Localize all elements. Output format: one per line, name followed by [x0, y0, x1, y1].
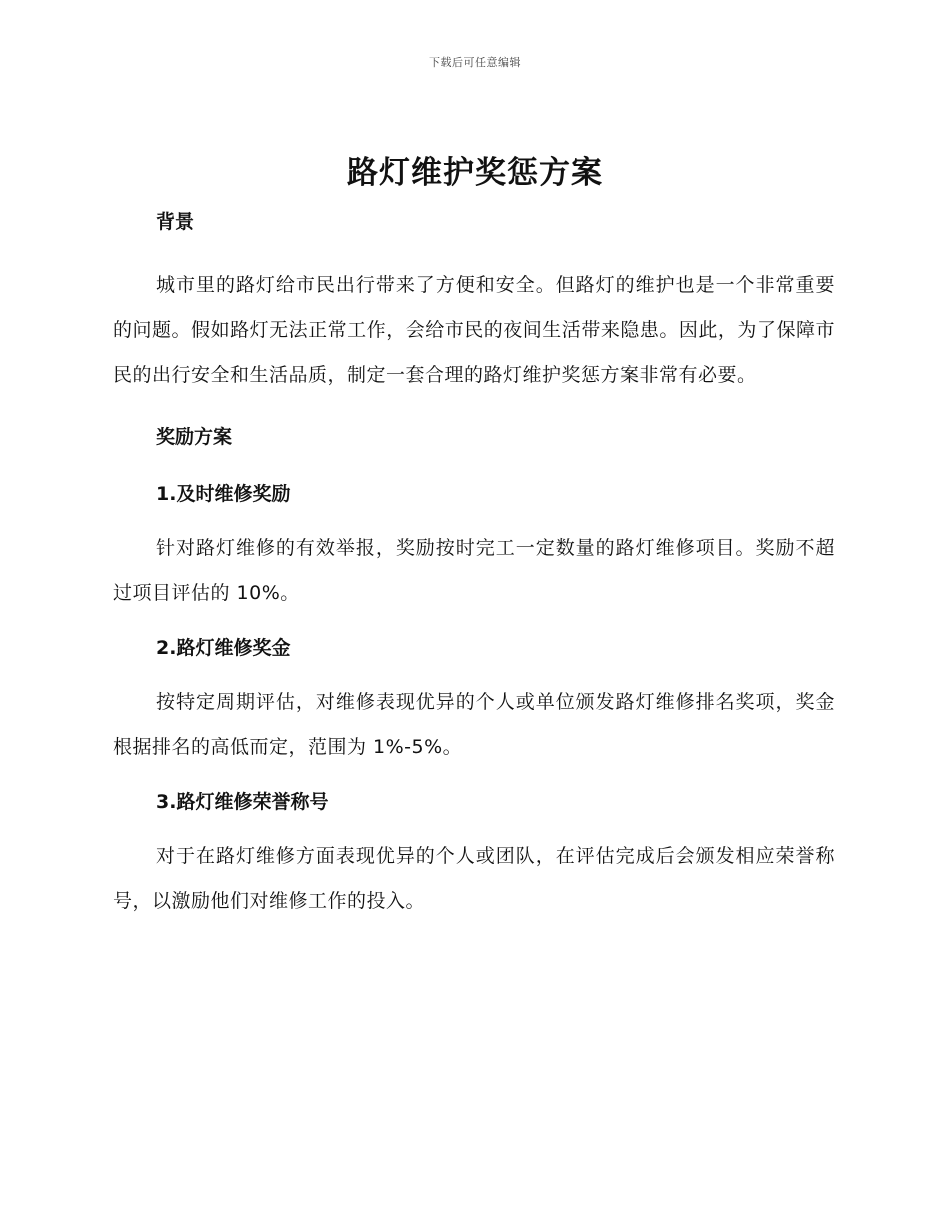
- document-body: [113, 204, 835, 924]
- section-heading-background: 背景: [156, 211, 195, 233]
- item-heading-repair-bonus: 2.路灯维修奖金: [156, 637, 291, 659]
- header-note: 下载后可任意编辑: [429, 56, 521, 69]
- item-heading-honorary-title: 3.路灯维修荣誉称号: [156, 791, 329, 813]
- section-heading-reward: 奖励方案: [156, 426, 233, 448]
- document-title: 路灯维护奖惩方案: [347, 155, 603, 191]
- paragraph-honorary-title: 对于在路灯维修方面表现优异的个人或团队，在评估完成后会颁发相应荣誉称号，以激励他们对维修工作的投入。: [113, 845, 835, 912]
- paragraph-timely-repair: 针对路灯维修的有效举报，奖励按时完工一定数量的路灯维修项目。奖励不超过项目评估的 10%。: [113, 537, 835, 604]
- paragraph-repair-bonus: 按特定周期评估，对维修表现优异的个人或单位颁发路灯维修排名奖项，奖金根据排名的高低而定，范围为 1%-5%。: [113, 691, 835, 758]
- paragraph-background: 城市里的路灯给市民出行带来了方便和安全。但路灯的维护也是一个非常重要的问题。假如路灯无法正常工作，会给市民的夜间生活带来隐患。因此，为了保障市民的出行安全和生活品质，制定一套合理的路灯维护奖惩方案非常有必要。: [113, 274, 835, 386]
- item-heading-timely-repair: 1.及时维修奖励: [156, 483, 291, 505]
